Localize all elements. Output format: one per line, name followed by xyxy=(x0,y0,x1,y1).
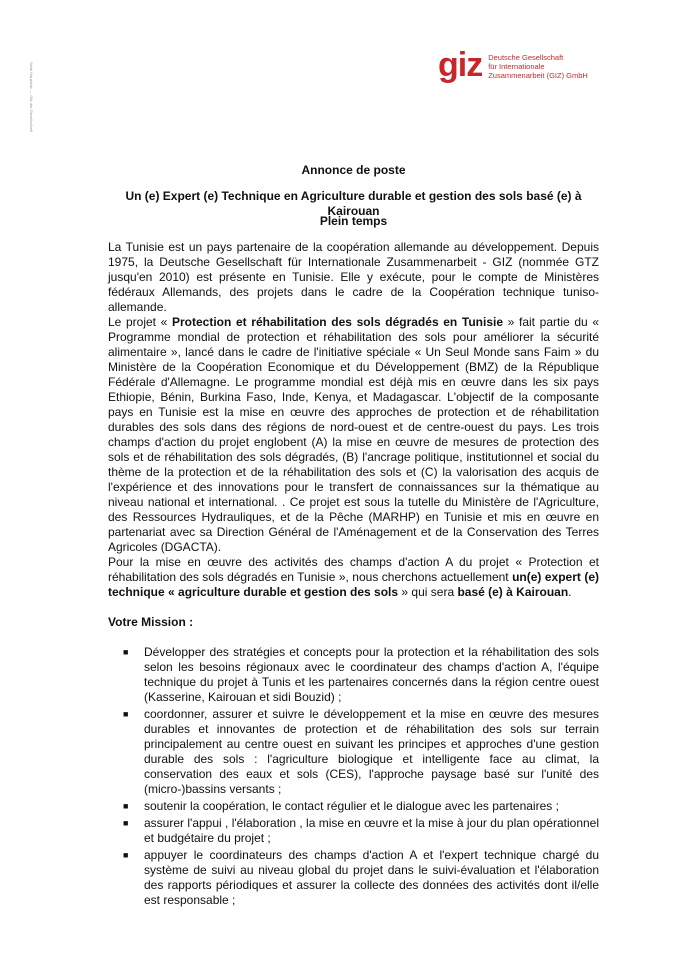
giz-logo-text: Deutsche Gesellschaft für Internationale Zusammenarbeit (GIZ) GmbH xyxy=(488,53,588,80)
document-title: Annonce de poste xyxy=(301,163,406,177)
list-item: ■ assurer l'appui , l'élaboration , la mise en œuvre et la mise à jour du plan opérationnel et budgétaire du projet ; xyxy=(123,816,599,845)
side-margin-note: Seite Hauptsitz — Sitz der Gesellschaft xyxy=(29,62,34,132)
giz-logo-mark: giz xyxy=(438,46,483,84)
list-item: ■ soutenir la coopération, le contact régulier et le dialogue avec les partenaires ; xyxy=(123,799,559,813)
recruitment-paragraph: Pour la mise en œuvre des activités des champs d'action A du projet « Protection et réhabilitation des sols dégradés en Tunisie », nous cherchons actuellement un(e) expert (e) technique « agriculture durable et gestion des sols » qui sera basé (e) à Kairouan. xyxy=(108,555,599,599)
giz-logo xyxy=(438,46,588,84)
mission-heading: Votre Mission : xyxy=(108,615,194,629)
bullet-icon: ■ xyxy=(123,818,129,828)
intro-paragraph: La Tunisie est un pays partenaire de la coopération allemande au développement. Depuis 1975, la Deutsche Gesellschaft für Internationale Zusammenarbeit - GIZ (nommée GTZ jusqu'en 2010) est présente en Tunisie. Elle y exécute, pour le compte de Ministères fédéraux Allemands, des projets dans le cadre de la Coopération technique tuniso-allemande. xyxy=(108,240,599,314)
project-paragraph: Le projet « Protection et réhabilitation des sols dégradés en Tunisie » fait partie du « Programme mondial de protection et réhabilitation des sols pour améliorer la sécurité alimentaire », lancé dans le cadre de l'initiative spéciale « Un Seul Monde sans Faim » du Ministère de la Coopération Economique et du Développement (BMZ) de la République Fédérale d'Allemagne. Le programme mondial est déjà mis en œuvre dans les six pays Ethiopie, Bénin, Burkina Faso, Inde, Kenya, et Madagascar. L'objectif de la composante pays en Tunisie est la mise en œuvre des approches de protection et de réhabilitation durables des sols dans des régions de nord-ouest et de centre-ouest du pays. Les trois champs d'action du projet englobent (A) la mise en œuvre de mesures de protection des sols et de réhabilitation des sols dégradés, (B) l'ancrage politique, institutionnel et social du thème de la protection et de la réhabilitation des sols et (C) la valorisation des acquis de l'expérience et des innovations pour le transfert de connaissances sur la thématique au niveau national et international. . Ce projet est sous la tutelle du Ministère de l'Agriculture, des Ressources Hydrauliques, et de la Pêche (MARHP) en Tunisie et mis en œuvre en partenariat avec sa Direction Général de l'Aménagement et de la Conservation des Terres Agricoles (DGACTA). xyxy=(108,315,599,554)
position-title: Un (e) Expert (e) Technique en Agriculture durable et gestion des sols basé (e) à Kairouan xyxy=(125,189,582,218)
bullet-icon: ■ xyxy=(123,647,129,657)
bullet-icon: ■ xyxy=(123,850,129,860)
bullet-icon: ■ xyxy=(123,709,129,719)
bullet-icon: ■ xyxy=(123,801,129,811)
list-item: ■ coordonner, assurer et suivre le développement et la mise en œuvre des mesures durables et innovantes de protection et de réhabilitation des sols sur terrain principalement au centre ouest en suivant les principes et approches d'une gestion durable des sols : l'agriculture biologique et intelligente face au climat, la conservation des eaux et sols (CES), l'approche paysage basé sur l'unité des (micro-)bassins versants ; xyxy=(123,707,599,796)
list-item: ■ appuyer le coordinateurs des champs d'action A et l'expert technique chargé du système de suivi au niveau global du projet dans le suivi-évaluation et l'élaboration des rapports périodiques et assurer la collecte des données des activités dont il/elle est responsable ; xyxy=(123,848,599,907)
schedule-label: Plein temps xyxy=(319,214,388,228)
mission-list xyxy=(108,645,599,910)
list-item: ■ Développer des stratégies et concepts pour la protection et la réhabilitation des sols selon les besoins régionaux avec le coordinateur des champs d'action A, l'équipe technique du projet à Tunis et les partenaires concernés dans la région centre ouest (Kasserine, Kairouan et sidi Bouzid) ; xyxy=(123,645,599,704)
